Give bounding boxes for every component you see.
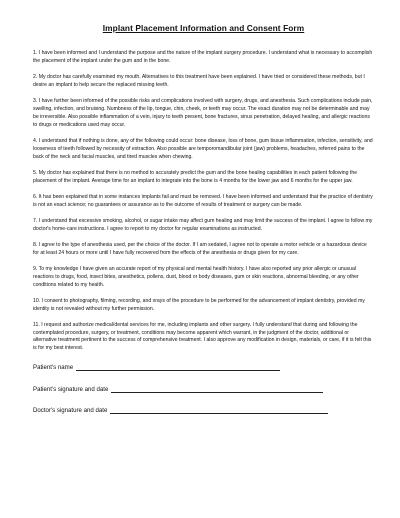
patient-signature-label: Patient's signature and date [33,385,109,393]
signature-block [33,361,374,414]
form-title: Implant Placement Information and Consent Form [102,23,305,33]
doctor-signature-label: Doctor's signature and date [33,407,108,415]
paragraph-11: 11. I request and authorize medical/dental services for me, including implants and other surgery. I fully understand that during and following the contemplated procedure, surgery, or treatment, conditions may become apparent which warrant, in the judgment of the doctor, additional or alternative treatment pertinent to the success of comprehensive treatment. I also approve any modification in design, materials, or care, if it is felt this is for my best interest. [33,321,372,352]
paragraph-7: 7. I understand that excessive smoking, alcohol, or sugar intake may affect gum healing and may limit the success of the implant. I agree to follow my doctor's home-care instructions. I agree to report to my doctor for regular examinations as instructed. [33,217,373,232]
paragraph-6: 6. It has been explained that in some instances implants fail and must be removed. I have been informed and understand that the practice of dentistry is not an exact science; no guarantees or assurance as to the outcome of results of treatment or surgery can be made. [33,193,373,208]
paragraph-2: 2. My doctor has carefully examined my mouth. Alternatives to this treatment have been explained. I have tried or considered these methods, but I desire an implant to help secure the replaced missing teeth. [33,74,365,88]
paragraph-3: 3. I have further been informed of the possible risks and complications involved with surgery, drugs, and anesthesia. Such complications include pain, swelling, infection, and bruising. Numbness of the lip, tongue, chin, cheek, or teeth may occur. The exact duration may not be determinable and may be irreversible. Also possible inflammation of a vein, injury to teeth present, bone fractures, sinus penetration, delayed healing, and allergic reactions to drugs or medications used may occur. [33,98,373,128]
patient-name-row [33,361,374,371]
paragraph-10: 10. I consent to photography, filming, recording, and xrays of the procedure to be performed for the advancement of implant dentistry, provided my identity is not revealed without my further permission. [33,297,365,312]
paragraph-5: 5. My doctor has explained that there is no method to accurately predict the gum and the bone healing capabilities in each patient following the placement of the implant. Average time for an implant to integrate into the bone is 4 months for the lower jaw and 6 months for the upper jaw. [33,169,358,184]
patient-signature-row [33,383,374,393]
paragraph-1: 1. I have been informed and I understand the purpose and the nature of the implant surgery procedure. I understand what is necessary to accomplish the placement of the implant under the gum and in the bone. [33,50,373,64]
doctor-signature-row [33,404,374,414]
patient-name-field[interactable] [76,363,280,371]
paragraph-9: 9. To my knowledge I have given an accurate report of my physical and mental health history. I have also reported any prior allergic or unusual reactions to drugs, food, insect bites, anesthetics, pollens, dust, blood or body diseases, gum or skin reactions, abnormal bleeding, or any other conditions related to my health. [33,265,359,288]
paragraph-4: 4. I understand that if nothing is done, any of the following could occur: bone disease, loss of bone, gum tissue inflammation, infection, sensitivity, and looseness of teeth followed by necessity of extraction. Also possible are temporomandibular joint (jaw) problems, headaches, referred pains to the back of the neck and facial muscles, and tired muscles when chewing. [33,137,373,160]
doctor-signature-field[interactable] [110,406,328,414]
patient-signature-field[interactable] [111,385,323,393]
patient-name-label: Patient's name [33,364,74,372]
paragraph-8: 8. I agree to the type of anesthesia used, per the choice of the doctor. If I am sedated, I agree not to operate a motor vehicle or a hazardous device for at least 24 hours or more until I have fully recovered from the effects of the anesthesia or drugs given for my care. [33,241,367,256]
